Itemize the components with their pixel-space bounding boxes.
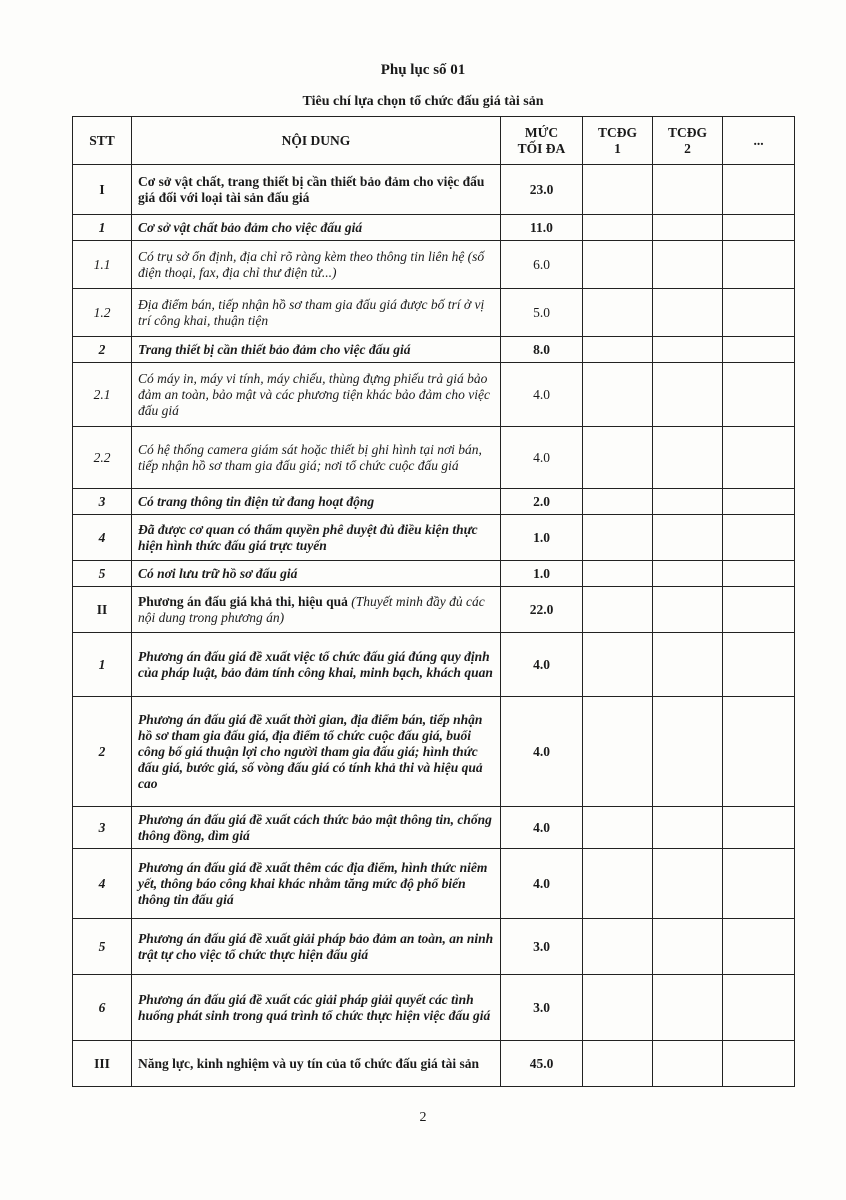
- row-org-2-score: [653, 697, 723, 807]
- row-content: Địa điểm bán, tiếp nhận hồ sơ tham gia đấu giá được bố trí ở vị trí công khai, thuận tiện: [132, 289, 501, 337]
- table-row: [73, 363, 795, 427]
- header-max-line1: MỨC: [524, 124, 559, 140]
- row-org-1-score: [583, 165, 653, 215]
- table-row: [73, 561, 795, 587]
- row-content: Cơ sở vật chất bảo đảm cho việc đấu giá: [132, 215, 501, 241]
- row-max-score: 8.0: [501, 337, 583, 363]
- table-row: [73, 515, 795, 561]
- row-stt: 2: [73, 337, 132, 363]
- row-content: Cơ sở vật chất, trang thiết bị cần thiết bảo đảm cho việc đấu giá đối với loại tài sản đấu giá: [132, 165, 501, 215]
- row-more-score: [723, 165, 795, 215]
- row-org-2-score: [653, 561, 723, 587]
- row-stt: 5: [73, 561, 132, 587]
- row-max-score: 3.0: [501, 919, 583, 975]
- row-max-score: 4.0: [501, 427, 583, 489]
- row-more-score: [723, 489, 795, 515]
- table-row: [73, 489, 795, 515]
- row-content: Phương án đấu giá đề xuất cách thức bảo mật thông tin, chống thông đồng, dìm giá: [132, 807, 501, 849]
- row-stt: 1: [73, 215, 132, 241]
- row-org-1-score: [583, 1041, 653, 1087]
- row-org-2-score: [653, 515, 723, 561]
- row-more-score: [723, 919, 795, 975]
- row-org-1-score: [583, 363, 653, 427]
- row-stt: 6: [73, 975, 132, 1041]
- row-content: Có nơi lưu trữ hồ sơ đấu giá: [132, 561, 501, 587]
- row-org-2-score: [653, 1041, 723, 1087]
- row-max-score: 4.0: [501, 697, 583, 807]
- row-org-1-score: [583, 337, 653, 363]
- row-org-1-score: [583, 697, 653, 807]
- row-more-score: [723, 561, 795, 587]
- row-stt: 3: [73, 807, 132, 849]
- document-title: Phụ lục số 01: [380, 62, 466, 78]
- row-org-2-score: [653, 807, 723, 849]
- row-org-2-score: [653, 165, 723, 215]
- row-content: [132, 587, 501, 633]
- row-org-1-score: [583, 427, 653, 489]
- row-stt: 1: [73, 633, 132, 697]
- table-row: [73, 165, 795, 215]
- row-content: Có máy in, máy vi tính, máy chiếu, thùng đựng phiếu trả giá bảo đảm an toàn, bảo mật và các phương tiện khác bảo đảm cho việc đấu giá: [132, 363, 501, 427]
- row-org-1-score: [583, 561, 653, 587]
- row-org-2-score: [653, 919, 723, 975]
- row-content-note: (Thuyết minh đầy đủ các nội dung trong phương án): [138, 593, 485, 625]
- row-max-score: 22.0: [501, 587, 583, 633]
- row-content: Phương án đấu giá đề xuất thời gian, địa điểm bán, tiếp nhận hồ sơ tham gia đấu giá, địa điểm tổ chức cuộc đấu giá, buổi công bố giá thuận lợi cho người tham gia đấu giá; hình thức đấu giá, bước giá, số vòng đấu giá có tính khả thi và hiệu quả cao: [132, 697, 501, 807]
- row-stt: 1.1: [73, 241, 132, 289]
- page-number: 2: [419, 1110, 427, 1125]
- row-org-1-score: [583, 975, 653, 1041]
- row-content: Phương án đấu giá đề xuất giải pháp bảo đảm an toàn, an ninh trật tự cho việc tổ chức thực hiện đấu giá: [132, 919, 501, 975]
- row-max-score: 4.0: [501, 363, 583, 427]
- table-row: [73, 587, 795, 633]
- row-org-2-score: [653, 427, 723, 489]
- row-stt: 2: [73, 697, 132, 807]
- row-max-score: 1.0: [501, 515, 583, 561]
- row-stt: 5: [73, 919, 132, 975]
- row-org-1-score: [583, 515, 653, 561]
- row-content: Đã được cơ quan có thẩm quyền phê duyệt đủ điều kiện thực hiện hình thức đấu giá trực tuyến: [132, 515, 501, 561]
- criteria-table: [72, 116, 795, 1087]
- row-org-2-score: [653, 241, 723, 289]
- row-org-1-score: [583, 919, 653, 975]
- row-org-1-score: [583, 587, 653, 633]
- row-max-score: 4.0: [501, 807, 583, 849]
- table-row: [73, 919, 795, 975]
- row-max-score: 3.0: [501, 975, 583, 1041]
- row-more-score: [723, 241, 795, 289]
- row-max-score: 2.0: [501, 489, 583, 515]
- table-row: [73, 337, 795, 363]
- row-content: Phương án đấu giá đề xuất thêm các địa điểm, hình thức niêm yết, thông báo công khai khác nhằm tăng mức độ phổ biến thông tin đấu giá: [132, 849, 501, 919]
- header-stt: STT: [73, 117, 132, 165]
- row-more-score: [723, 697, 795, 807]
- row-more-score: [723, 587, 795, 633]
- row-more-score: [723, 337, 795, 363]
- row-more-score: [723, 807, 795, 849]
- row-stt: II: [73, 587, 132, 633]
- row-max-score: 4.0: [501, 849, 583, 919]
- table-row: [73, 241, 795, 289]
- header-content: NỘI DUNG: [132, 117, 501, 165]
- table-row: [73, 849, 795, 919]
- row-max-score: 1.0: [501, 561, 583, 587]
- row-stt: 2.2: [73, 427, 132, 489]
- row-org-1-score: [583, 289, 653, 337]
- row-more-score: [723, 849, 795, 919]
- row-max-score: 4.0: [501, 633, 583, 697]
- row-stt: 2.1: [73, 363, 132, 427]
- header-max-line2: TỐI ĐA: [517, 140, 566, 156]
- header-max-score: [501, 117, 583, 165]
- table-row: [73, 975, 795, 1041]
- row-max-score: 6.0: [501, 241, 583, 289]
- header-more: ...: [723, 117, 795, 165]
- header-org-1-line2: 1: [614, 140, 621, 156]
- row-org-1-score: [583, 241, 653, 289]
- row-stt: 4: [73, 849, 132, 919]
- row-org-1-score: [583, 489, 653, 515]
- row-org-1-score: [583, 849, 653, 919]
- row-content: Phương án đấu giá đề xuất các giải pháp giải quyết các tình huống phát sinh trong quá trình tổ chức thực hiện việc đấu giá: [132, 975, 501, 1041]
- row-content: Có trụ sở ổn định, địa chỉ rõ ràng kèm theo thông tin liên hệ (số điện thoại, fax, địa chỉ thư điện tử...): [132, 241, 501, 289]
- row-org-2-score: [653, 975, 723, 1041]
- table-row: [73, 633, 795, 697]
- row-org-1-score: [583, 807, 653, 849]
- header-org-2-line2: 2: [684, 140, 691, 156]
- row-org-2-score: [653, 363, 723, 427]
- row-org-2-score: [653, 633, 723, 697]
- header-org-1: [583, 117, 653, 165]
- row-more-score: [723, 427, 795, 489]
- row-more-score: [723, 215, 795, 241]
- table-row: [73, 289, 795, 337]
- table-row: [73, 1041, 795, 1087]
- row-more-score: [723, 363, 795, 427]
- row-stt: 4: [73, 515, 132, 561]
- table-row: [73, 427, 795, 489]
- row-org-2-score: [653, 289, 723, 337]
- row-more-score: [723, 1041, 795, 1087]
- row-max-score: 5.0: [501, 289, 583, 337]
- row-more-score: [723, 515, 795, 561]
- row-content: Có trang thông tin điện tử đang hoạt động: [132, 489, 501, 515]
- row-max-score: 45.0: [501, 1041, 583, 1087]
- header-org-1-line1: TCĐG: [597, 124, 637, 140]
- row-more-score: [723, 975, 795, 1041]
- document-subtitle: Tiêu chí lựa chọn tổ chức đấu giá tài sản: [302, 94, 544, 109]
- row-org-2-score: [653, 337, 723, 363]
- row-org-1-score: [583, 633, 653, 697]
- row-org-2-score: [653, 587, 723, 633]
- row-stt: III: [73, 1041, 132, 1087]
- row-org-2-score: [653, 215, 723, 241]
- row-stt: 3: [73, 489, 132, 515]
- row-max-score: 11.0: [501, 215, 583, 241]
- row-content: Trang thiết bị cần thiết bảo đảm cho việc đấu giá: [132, 337, 501, 363]
- row-content-main: Phương án đấu giá khả thi, hiệu quả: [138, 593, 348, 609]
- row-org-1-score: [583, 215, 653, 241]
- row-more-score: [723, 633, 795, 697]
- row-content: Có hệ thống camera giám sát hoặc thiết bị ghi hình tại nơi bán, tiếp nhận hồ sơ tham gia đấu giá; nơi tổ chức cuộc đấu giá: [132, 427, 501, 489]
- row-more-score: [723, 289, 795, 337]
- row-stt: I: [73, 165, 132, 215]
- table-header-row: [73, 117, 795, 165]
- row-stt: 1.2: [73, 289, 132, 337]
- row-max-score: 23.0: [501, 165, 583, 215]
- row-content: Năng lực, kinh nghiệm và uy tín của tổ chức đấu giá tài sản: [132, 1041, 501, 1087]
- table-row: [73, 697, 795, 807]
- row-org-2-score: [653, 489, 723, 515]
- row-content: Phương án đấu giá đề xuất việc tổ chức đấu giá đúng quy định của pháp luật, bảo đảm tính công khai, minh bạch, khách quan: [132, 633, 501, 697]
- row-org-2-score: [653, 849, 723, 919]
- table-row: [73, 807, 795, 849]
- table-row: [73, 215, 795, 241]
- header-org-2-line1: TCĐG: [667, 124, 707, 140]
- header-org-2: [653, 117, 723, 165]
